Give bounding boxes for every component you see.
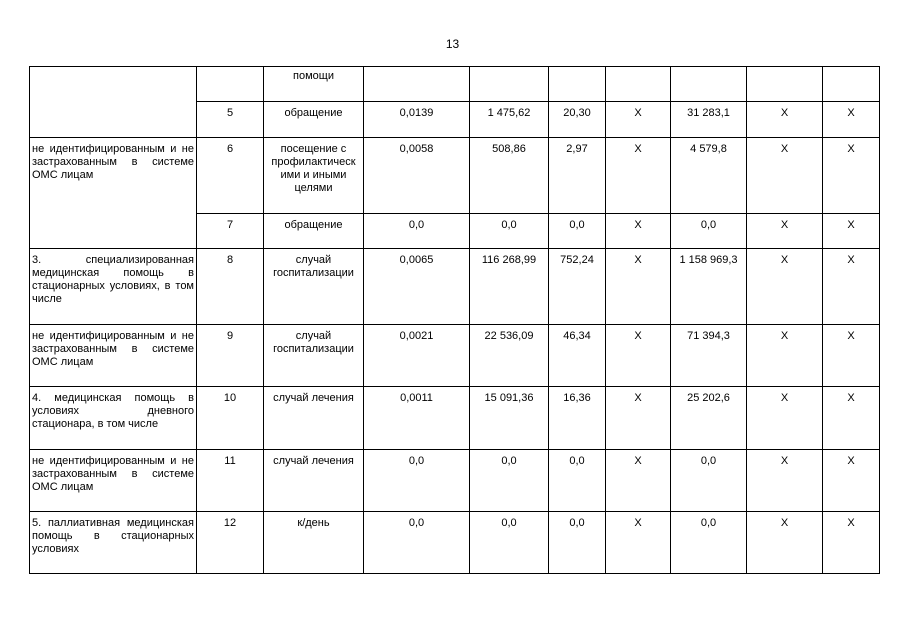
value-cell: X xyxy=(747,450,823,512)
value-cell: 0,0139 xyxy=(364,102,470,138)
row-number-cell: 7 xyxy=(197,214,264,249)
row-name-cell: 3. специализированная медицинская помощь в стационарных условиях, в том числе xyxy=(30,249,197,325)
table-row xyxy=(30,249,880,325)
value-cell: 0,0 xyxy=(671,450,747,512)
value-cell: 0,0021 xyxy=(364,325,470,387)
value-cell: 0,0 xyxy=(470,450,549,512)
value-cell: 752,24 xyxy=(549,249,606,325)
value-cell: X xyxy=(823,102,880,138)
unit-cell: обращение xyxy=(264,214,364,249)
value-cell: 31 283,1 xyxy=(671,102,747,138)
table-row xyxy=(30,387,880,450)
unit-cell: посещение с профилактическ ими и иными целями xyxy=(264,138,364,214)
table-row xyxy=(30,138,880,214)
value-cell: 16,36 xyxy=(549,387,606,450)
row-number-cell: 8 xyxy=(197,249,264,325)
value-cell: X xyxy=(606,387,671,450)
value-cell: X xyxy=(823,249,880,325)
row-name-cell xyxy=(30,67,197,138)
value-cell: X xyxy=(606,325,671,387)
row-name-cell: 5. паллиативная медицинская помощь в стационарных условиях xyxy=(30,512,197,574)
row-number-cell: 9 xyxy=(197,325,264,387)
row-number-cell: 11 xyxy=(197,450,264,512)
value-cell: X xyxy=(606,138,671,214)
value-cell: 0,0065 xyxy=(364,249,470,325)
value-cell: X xyxy=(747,325,823,387)
value-cell: X xyxy=(823,387,880,450)
value-cell: X xyxy=(823,138,880,214)
value-cell: X xyxy=(747,138,823,214)
value-cell xyxy=(470,67,549,102)
value-cell xyxy=(747,67,823,102)
value-cell: 0,0 xyxy=(364,214,470,249)
value-cell: 20,30 xyxy=(549,102,606,138)
value-cell: X xyxy=(606,214,671,249)
value-cell xyxy=(364,67,470,102)
unit-cell: случай лечения xyxy=(264,450,364,512)
value-cell: X xyxy=(823,512,880,574)
unit-cell: к/день xyxy=(264,512,364,574)
value-cell: X xyxy=(823,450,880,512)
value-cell xyxy=(606,67,671,102)
row-name-cell: не идентифицированным и не застрахованным в системе ОМС лицам xyxy=(30,325,197,387)
value-cell: X xyxy=(606,450,671,512)
unit-cell: случай госпитализации xyxy=(264,249,364,325)
table-row xyxy=(30,512,880,574)
row-name-cell: не идентифицированным и не застрахованным в системе ОМС лицам xyxy=(30,450,197,512)
table-row xyxy=(30,325,880,387)
value-cell: 0,0 xyxy=(364,450,470,512)
row-name-cell: 4. медицинская помощь в условиях дневного стационара, в том числе xyxy=(30,387,197,450)
unit-cell: обращение xyxy=(264,102,364,138)
value-cell xyxy=(549,67,606,102)
row-number-cell: 12 xyxy=(197,512,264,574)
value-cell: X xyxy=(606,249,671,325)
value-cell: 2,97 xyxy=(549,138,606,214)
value-cell: 0,0 xyxy=(549,450,606,512)
value-cell: 71 394,3 xyxy=(671,325,747,387)
value-cell: X xyxy=(606,102,671,138)
value-cell xyxy=(671,67,747,102)
row-number-cell: 5 xyxy=(197,102,264,138)
value-cell: 0,0 xyxy=(364,512,470,574)
value-cell: 0,0 xyxy=(671,512,747,574)
value-cell: 0,0 xyxy=(470,512,549,574)
row-name-cell: не идентифицированным и не застрахованным в системе ОМС лицам xyxy=(30,138,197,249)
unit-cell: случай лечения xyxy=(264,387,364,450)
value-cell: X xyxy=(747,249,823,325)
row-number-cell xyxy=(197,67,264,102)
value-cell: 1 475,62 xyxy=(470,102,549,138)
value-cell: X xyxy=(747,512,823,574)
value-cell: X xyxy=(747,387,823,450)
value-cell: 0,0058 xyxy=(364,138,470,214)
value-cell: 22 536,09 xyxy=(470,325,549,387)
unit-cell: помощи xyxy=(264,67,364,102)
value-cell: 0,0 xyxy=(549,512,606,574)
data-table xyxy=(29,66,880,574)
value-cell: X xyxy=(747,102,823,138)
value-cell: X xyxy=(606,512,671,574)
row-number-cell: 6 xyxy=(197,138,264,214)
value-cell: X xyxy=(823,325,880,387)
value-cell: 0,0 xyxy=(470,214,549,249)
page-number: 13 xyxy=(445,37,460,51)
value-cell: 46,34 xyxy=(549,325,606,387)
value-cell: 1 158 969,3 xyxy=(671,249,747,325)
value-cell: X xyxy=(823,214,880,249)
value-cell: 0,0 xyxy=(671,214,747,249)
value-cell: 508,86 xyxy=(470,138,549,214)
value-cell: 0,0011 xyxy=(364,387,470,450)
value-cell xyxy=(823,67,880,102)
table-row xyxy=(30,450,880,512)
row-number-cell: 10 xyxy=(197,387,264,450)
value-cell: 4 579,8 xyxy=(671,138,747,214)
unit-cell: случай госпитализации xyxy=(264,325,364,387)
value-cell: 116 268,99 xyxy=(470,249,549,325)
value-cell: 15 091,36 xyxy=(470,387,549,450)
value-cell: 0,0 xyxy=(549,214,606,249)
table-row xyxy=(30,67,880,102)
value-cell: X xyxy=(747,214,823,249)
value-cell: 25 202,6 xyxy=(671,387,747,450)
